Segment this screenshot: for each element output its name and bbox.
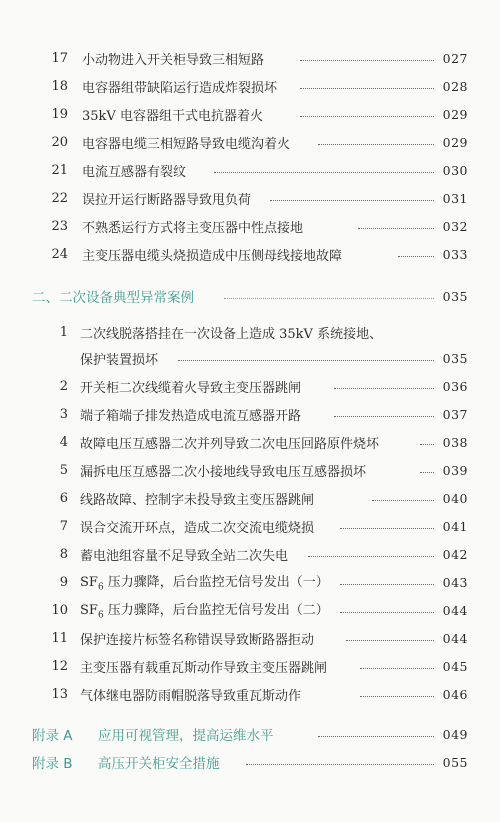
- sf-text: SF: [80, 603, 98, 619]
- leader-dots: [334, 388, 434, 389]
- leader-dots: [318, 144, 434, 145]
- entry-number: 20: [51, 134, 68, 150]
- leader-dots: [214, 172, 434, 173]
- subscript-6: 6: [97, 582, 104, 593]
- entry-number: 18: [51, 78, 68, 94]
- entry-title-rest: 压力骤降，后台监控无信号发出（一）: [103, 575, 329, 591]
- toc-entry[interactable]: [0, 130, 500, 154]
- page-number: 037: [442, 406, 468, 422]
- toc-entry[interactable]: [0, 458, 500, 482]
- entry-title: 误合交流开环点，造成二次交流电缆烧损: [80, 520, 315, 536]
- leader-dots: [360, 668, 434, 669]
- entry-title: 误拉开运行断路器导致甩负荷: [82, 192, 252, 208]
- leader-dots: [398, 256, 434, 257]
- appendix-label: 附录 A: [32, 728, 73, 744]
- page-number: 044: [442, 630, 468, 646]
- page-number: 035: [442, 288, 468, 304]
- page-number: 031: [442, 190, 468, 206]
- entry-number: 13: [51, 686, 68, 702]
- entry-number: 1: [59, 324, 68, 340]
- page-number: 042: [442, 546, 468, 562]
- entry-title: [80, 599, 329, 621]
- entry-title: 保护连接片标签名称错误导致断路器拒动: [80, 632, 315, 648]
- leader-dots: [178, 360, 434, 361]
- entry-number: 8: [59, 546, 68, 562]
- entry-title: [80, 571, 329, 593]
- toc-entry[interactable]: [0, 430, 500, 454]
- page-number: 032: [442, 218, 468, 234]
- leader-dots: [358, 228, 434, 229]
- leader-dots: [300, 88, 434, 89]
- subscript-6: 6: [97, 610, 104, 621]
- sf-text: SF: [80, 575, 98, 591]
- entry-title: 电流互感器有裂纹: [82, 164, 187, 180]
- page-number: 055: [442, 754, 468, 770]
- entry-title: 35kV 电容器组干式电抗器着火: [82, 108, 263, 124]
- appendix-entry[interactable]: [0, 722, 500, 746]
- toc-entry[interactable]: [0, 682, 500, 706]
- toc-entry[interactable]: [0, 654, 500, 678]
- page-number: 045: [442, 658, 468, 674]
- leader-dots: [420, 472, 434, 473]
- entry-number: 7: [59, 518, 68, 534]
- entry-number: 5: [59, 462, 68, 478]
- leader-dots: [360, 696, 434, 697]
- toc-entry[interactable]: [0, 74, 500, 98]
- toc-entry[interactable]: [0, 514, 500, 538]
- leader-dots: [246, 764, 434, 765]
- page-number: 041: [442, 518, 468, 534]
- leader-dots: [340, 528, 434, 529]
- page-number: 035: [442, 350, 468, 366]
- toc-entry[interactable]: [0, 598, 500, 622]
- entry-title: 主变压器电缆头烧损造成中压侧母线接地故障: [82, 248, 343, 264]
- page-number: 046: [442, 686, 468, 702]
- toc-entry[interactable]: [0, 542, 500, 566]
- entry-number: 4: [59, 434, 68, 450]
- entry-title: 线路故障、控制字未投导致主变压器跳闸: [80, 492, 315, 508]
- entry-title: 漏拆电压互感器二次小接地线导致电压互感器损坏: [80, 464, 367, 480]
- entry-number: 10: [51, 602, 68, 618]
- appendix-label: 附录 B: [32, 756, 73, 772]
- entry-number: 21: [51, 162, 68, 178]
- entry-title-rest: 压力骤降，后台监控无信号发出（二）: [103, 603, 329, 619]
- page-number: 043: [442, 574, 468, 590]
- entry-title: 端子箱端子排发热造成电流互感器开路: [80, 408, 302, 424]
- toc-entry[interactable]: [0, 158, 500, 182]
- entry-title: 二次线脱落搭挂在一次设备上造成 35kV 系统接地、: [80, 326, 383, 342]
- entry-title: 电容器电缆三相短路导致电缆沟着火: [82, 136, 291, 152]
- entry-title-continued: 保护装置损坏: [80, 352, 159, 368]
- entry-number: 3: [59, 406, 68, 422]
- section-heading[interactable]: [0, 284, 500, 308]
- toc-entry[interactable]: [0, 486, 500, 510]
- toc-entry-continuation[interactable]: [0, 346, 500, 370]
- entry-number: 19: [51, 106, 68, 122]
- entry-number: 17: [51, 50, 68, 66]
- toc-entry[interactable]: [0, 320, 500, 344]
- toc-entry[interactable]: [0, 102, 500, 126]
- leader-dots: [334, 416, 434, 417]
- leader-dots: [308, 556, 434, 557]
- entry-number: 9: [59, 574, 68, 590]
- appendix-title: 应用可视管理，提高运维水平: [98, 728, 274, 744]
- page-number: 036: [442, 378, 468, 394]
- entry-number: 12: [51, 658, 68, 674]
- page-number: 040: [442, 490, 468, 506]
- page-number: 029: [442, 106, 468, 122]
- toc-entry[interactable]: [0, 242, 500, 266]
- entry-number: 11: [51, 630, 68, 646]
- toc-entry[interactable]: [0, 186, 500, 210]
- entry-title: 气体继电器防雨帽脱落导致重瓦斯动作: [80, 688, 302, 704]
- leader-dots: [340, 612, 434, 613]
- leader-dots: [224, 298, 434, 299]
- entry-number: 22: [51, 190, 68, 206]
- leader-dots: [300, 116, 434, 117]
- toc-entry[interactable]: [0, 402, 500, 426]
- toc-entry[interactable]: [0, 570, 500, 594]
- entry-number: 6: [59, 490, 68, 506]
- entry-title: 蓄电池组容量不足导致全站二次失电: [80, 548, 289, 564]
- entry-title: 主变压器有载重瓦斯动作导致主变压器跳闸: [80, 660, 328, 676]
- page-number: 028: [442, 78, 468, 94]
- toc-entry[interactable]: [0, 626, 500, 650]
- leader-dots: [340, 584, 434, 585]
- toc-entry[interactable]: [0, 374, 500, 398]
- appendix-entry[interactable]: [0, 750, 500, 774]
- page-number: 033: [442, 246, 468, 262]
- appendix-title: 高压开关柜安全措施: [98, 756, 220, 772]
- page-number: 039: [442, 462, 468, 478]
- leader-dots: [270, 200, 434, 201]
- entry-title: 不熟悉运行方式将主变压器中性点接地: [82, 220, 304, 236]
- entry-title: 故障电压互感器二次并列导致二次电压回路原件烧坏: [80, 436, 380, 452]
- toc-entry[interactable]: [0, 46, 500, 70]
- page-number: 029: [442, 134, 468, 150]
- entry-number: 23: [51, 218, 68, 234]
- entry-title: 开关柜二次线缆着火导致主变压器跳闸: [80, 380, 302, 396]
- leader-dots: [346, 640, 434, 641]
- leader-dots: [372, 500, 434, 501]
- leader-dots: [300, 60, 434, 61]
- section-title: 二、二次设备典型异常案例: [32, 290, 194, 306]
- toc-entry[interactable]: [0, 214, 500, 238]
- page-number: 030: [442, 162, 468, 178]
- entry-title: 电容器组带缺陷运行造成炸裂损坏: [82, 80, 278, 96]
- entry-number: 24: [51, 246, 68, 262]
- leader-dots: [318, 736, 434, 737]
- page-number: 027: [442, 50, 468, 66]
- page-number: 044: [442, 602, 468, 618]
- entry-title: 小动物进入开关柜导致三相短路: [82, 52, 265, 68]
- page-number: 049: [442, 726, 468, 742]
- page-number: 038: [442, 434, 468, 450]
- entry-number: 2: [59, 378, 68, 394]
- leader-dots: [420, 444, 434, 445]
